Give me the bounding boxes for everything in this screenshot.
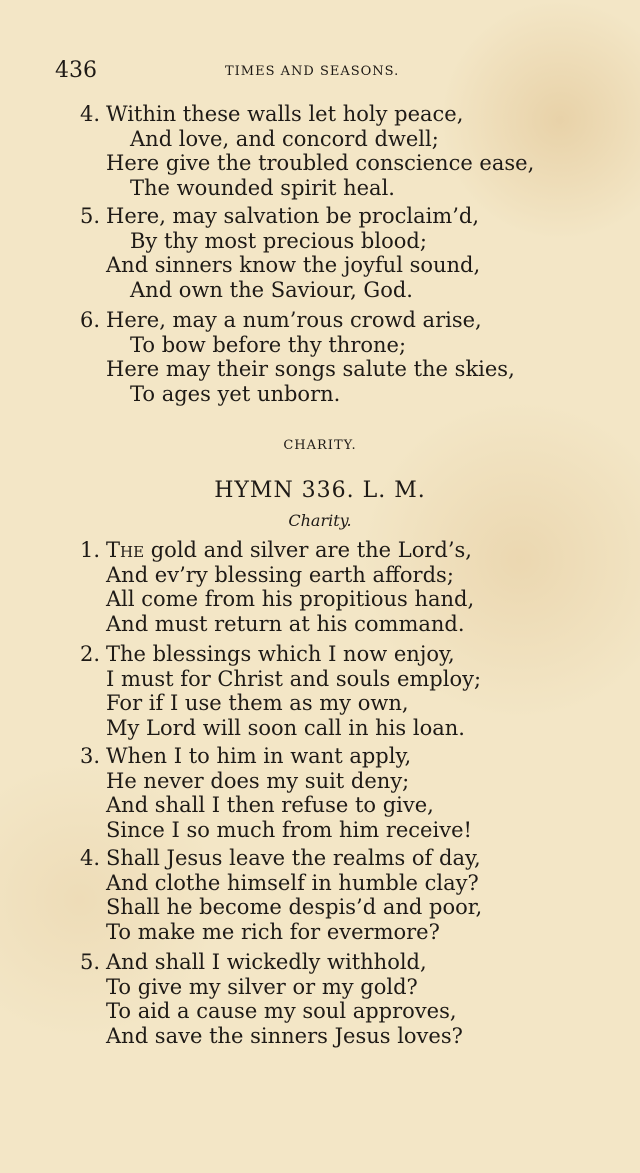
stanza-line: To make me rich for evermore? — [106, 919, 440, 944]
stanza-number: 5. — [80, 950, 101, 974]
hymn-stanza-3 — [80, 744, 580, 842]
stanza-line: To ages yet unborn. — [130, 381, 341, 406]
stanza-line: For if I use them as my own, — [106, 691, 409, 715]
stanza-number: 5. — [80, 204, 101, 228]
page-number: 436 — [55, 58, 97, 83]
stanza-line: The wounded spirit heal. — [130, 175, 395, 200]
hymn-title: HYMN 336. L. M. — [214, 478, 426, 503]
stanza-line: Shall Jesus leave the realms of day, — [106, 846, 481, 870]
stanza-line: My Lord will soon call in his loan. — [106, 715, 465, 740]
hymn-stanza-4 — [80, 846, 580, 944]
stanza-line: I must for Christ and souls employ; — [106, 666, 482, 691]
stanza-5-top — [80, 204, 580, 302]
stanza-line: To bow before thy throne; — [130, 332, 407, 357]
stanza-line: And clothe himself in humble clay? — [106, 870, 479, 895]
stanza-line: And sinners know the joyful sound, — [106, 253, 481, 277]
stanza-line: All come from his propitious hand, — [106, 587, 475, 611]
stanza-line: And love, and concord dwell; — [130, 126, 439, 151]
stanza-line: And must return at his command. — [106, 611, 465, 636]
section-heading: CHARITY. — [283, 438, 357, 453]
hymn-stanza-2 — [80, 642, 580, 740]
stanza-line: And own the Saviour, God. — [130, 277, 413, 302]
stanza-number: 3. — [80, 744, 101, 768]
stanza-line: Shall he become despis’d and poor, — [106, 895, 483, 919]
stanza-line: To aid a cause my soul approves, — [106, 999, 457, 1023]
stanza-line: He never does my suit deny; — [106, 768, 410, 793]
stanza-number: 4. — [80, 846, 101, 870]
stanza-line: And shall I wickedly withhold, — [106, 950, 427, 974]
stanza-line: And shall I then refuse to give, — [106, 793, 434, 817]
stanza-line: When I to him in want apply, — [106, 744, 412, 768]
stanza-number: 4. — [80, 102, 101, 126]
hymn-subject: Charity. — [288, 511, 352, 530]
stanza-line: Here, may salvation be proclaim’d, — [106, 204, 480, 228]
stanza-line: Since I so much from him receive! — [106, 817, 472, 842]
page-header — [55, 58, 615, 88]
stanza-6-top — [80, 308, 580, 406]
hymn-stanza-1 — [80, 538, 580, 636]
stanza-line: The blessings which I now enjoy, — [106, 642, 455, 666]
stanza-line: By thy most precious blood; — [130, 228, 427, 253]
hymn-stanza-5 — [80, 950, 580, 1048]
stanza-line: And save the sinners Jesus loves? — [106, 1023, 463, 1048]
stanza-number: 1. — [80, 538, 101, 562]
running-title: TIMES AND SEASONS. — [225, 64, 400, 79]
stanza-line: Here give the troubled conscience ease, — [106, 151, 535, 175]
stanza-line: And ev’ry blessing earth affords; — [106, 562, 454, 587]
stanza-number: 6. — [80, 308, 101, 332]
first-word: The — [106, 538, 145, 562]
stanza-number: 2. — [80, 642, 101, 666]
stanza-line: Here, may a num’rous crowd arise, — [106, 308, 482, 332]
stanza-line: gold and silver are the Lord’s, — [150, 538, 472, 562]
stanza-4-top — [80, 102, 580, 200]
stanza-line: Here may their songs salute the skies, — [106, 357, 515, 381]
stanza-line: To give my silver or my gold? — [106, 974, 418, 999]
stanza-line: Within these walls let holy peace, — [106, 102, 464, 126]
